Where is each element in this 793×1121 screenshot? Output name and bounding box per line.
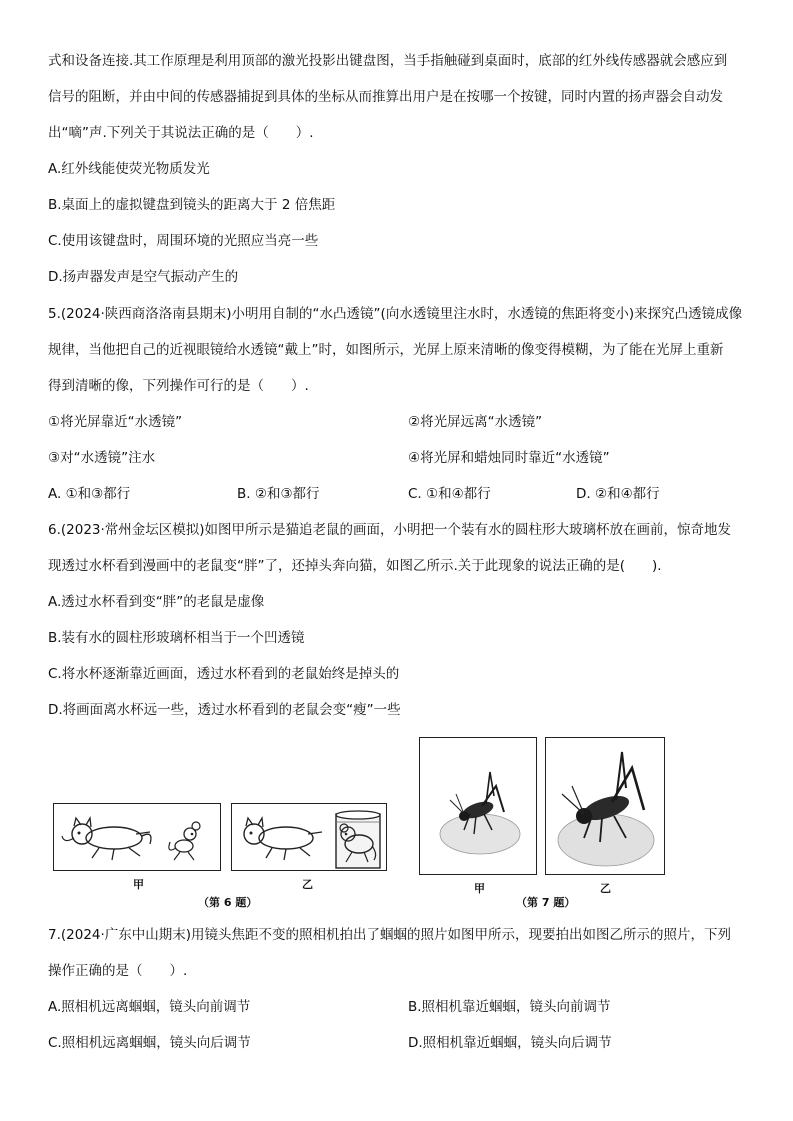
- q6-option-c: C.将水杯逐渐靠近画面，透过水杯看到的老鼠始终是掉头的: [48, 666, 400, 682]
- q7-option-a: A.照相机远离蝈蝈，镜头向前调节: [48, 999, 251, 1015]
- figure-7-label-jia: 甲: [474, 882, 485, 895]
- figure-6-label-yi: 乙: [302, 878, 313, 891]
- q5-statement-4: ④将光屏和蜡烛同时靠近“水透镜”: [408, 450, 610, 466]
- q5-stem-line-2: 规律，当他把自己的近视眼镜给水透镜“戴上”时，如图所示，光屏上原来清晰的像变得模糊，为了能在光屏上重新: [48, 342, 724, 358]
- q4-stem-line-2: 信号的阻断，并由中间的传感器捕捉到具体的坐标从而推算出用户是在按哪一个按键，同时内置的扬声器会自动发: [48, 89, 723, 105]
- q5-stem-line-3: 得到清晰的像，下列操作可行的是（ ）.: [48, 378, 309, 394]
- figure-6-caption: （第 6 题）: [198, 896, 258, 909]
- figure-7-panel-jia: [419, 737, 537, 875]
- figure-6-panel-jia: [53, 803, 221, 871]
- q4-option-a: A.红外线能使荧光物质发光: [48, 161, 210, 177]
- cat-and-mouse-drawing: [54, 804, 220, 870]
- q7-option-c: C.照相机远离蝈蝈，镜头向后调节: [48, 1035, 251, 1051]
- grasshopper-small-photo: [420, 738, 536, 874]
- figure-7-label-yi: 乙: [600, 882, 611, 895]
- q5-stem-line-1: 5.(2024·陕西商洛洛南县期末)小明用自制的“水凸透镜”(向水透镜里注水时，水透镜的焦距将变小)来探究凸透镜成像: [48, 306, 743, 322]
- grasshopper-large-photo: [546, 738, 664, 874]
- q7-stem-line-1: 7.(2024·广东中山期末)用镜头焦距不变的照相机拍出了蝈蝈的照片如图甲所示，现要拍出如图乙所示的照片，下列: [48, 927, 732, 943]
- q5-statement-1: ①将光屏靠近“水透镜”: [48, 414, 183, 430]
- q6-stem-line-1: 6.(2023·常州金坛区模拟)如图甲所示是猫追老鼠的画面，小明把一个装有水的圆柱形大玻璃杯放在画前，惊奇地发: [48, 522, 732, 538]
- figure-6-label-jia: 甲: [133, 878, 144, 891]
- figure-6-panel-yi: [231, 803, 387, 871]
- q6-stem-line-2: 现透过水杯看到漫画中的老鼠变“胖”了，还掉头奔向猫，如图乙所示.关于此现象的说法正确的是( ).: [48, 558, 662, 574]
- q5-option-c: C. ①和④都行: [408, 486, 491, 502]
- q4-option-d: D.扬声器发声是空气振动产生的: [48, 269, 239, 285]
- q4-stem-line-3: 出“嘀”声.下列关于其说法正确的是（ ）.: [48, 125, 314, 141]
- q5-option-b: B. ②和③都行: [237, 486, 320, 502]
- q4-stem-line-1: 式和设备连接.其工作原理是利用顶部的激光投影出键盘图，当手指触碰到桌面时，底部的红外线传感器就会感应到: [48, 53, 728, 69]
- q5-option-d: D. ②和④都行: [576, 486, 660, 502]
- q5-option-a: A. ①和③都行: [48, 486, 131, 502]
- q7-option-d: D.照相机靠近蝈蝈，镜头向后调节: [408, 1035, 612, 1051]
- figure-7-panel-yi: [545, 737, 665, 875]
- q7-stem-line-2: 操作正确的是（ ）.: [48, 963, 188, 979]
- q4-option-c: C.使用该键盘时，周围环境的光照应当亮一些: [48, 233, 319, 249]
- q5-statement-3: ③对“水透镜”注水: [48, 450, 156, 466]
- figure-7-caption: （第 7 题）: [516, 896, 576, 909]
- q6-option-a: A.透过水杯看到变“胖”的老鼠是虚像: [48, 594, 265, 610]
- q5-statement-2: ②将光屏远离“水透镜”: [408, 414, 543, 430]
- cat-mouse-glass-drawing: [232, 804, 386, 870]
- q6-option-b: B.装有水的圆柱形玻璃杯相当于一个凹透镜: [48, 630, 305, 646]
- q7-option-b: B.照相机靠近蝈蝈，镜头向前调节: [408, 999, 611, 1015]
- q4-option-b: B.桌面上的虚拟键盘到镜头的距离大于 2 倍焦距: [48, 197, 336, 213]
- q6-option-d: D.将画面离水杯远一些，透过水杯看到的老鼠会变“瘦”一些: [48, 702, 401, 718]
